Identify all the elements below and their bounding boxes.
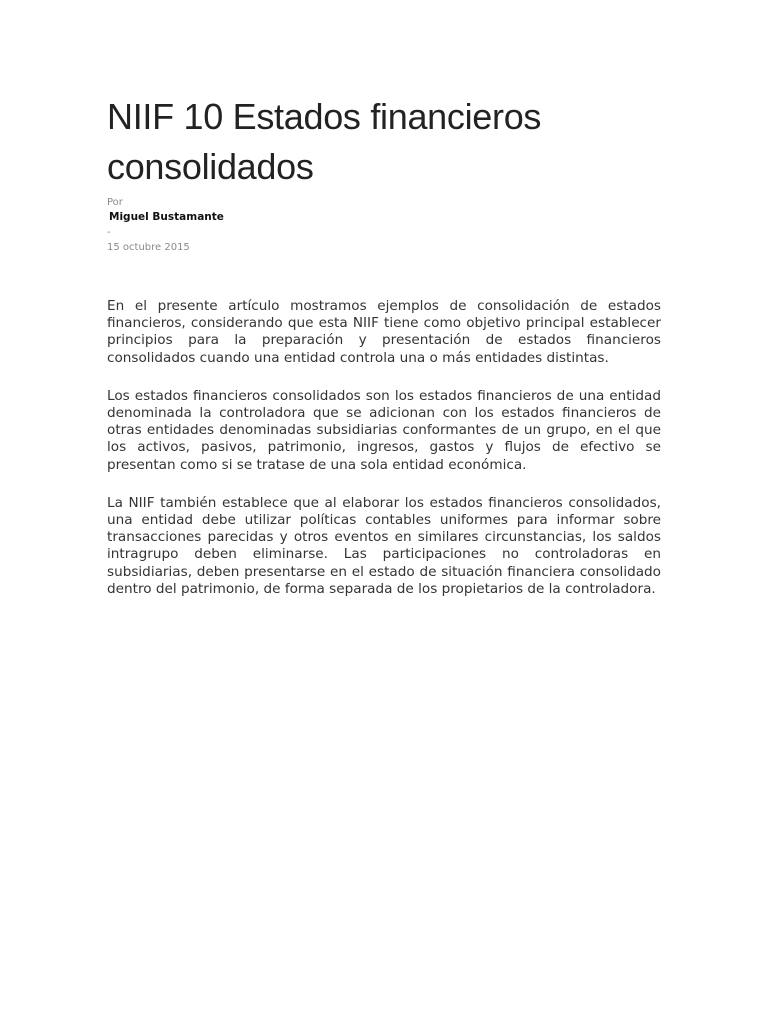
paragraph: En el presente artículo mostramos ejemplos de consolidación de estados financieros, considerando que esta NIIF tiene como objetivo principal establecer principios para la preparación y presentación de estados financieros consolidados cuando una entidad controla una o más entidades distintas.: [107, 298, 661, 366]
article-title: NIIF 10 Estados financieros consolidados: [107, 96, 542, 187]
paragraph: Los estados financieros consolidados son los estados financieros de una entidad denominada la controladora que se adicionan con los estados financieros de otras entidades denominadas subsidiarias conformantes de un grupo, en el que los activos, pasivos, patrimonio, ingresos, gastos y flujos de efectivo se presentan como si se tratase de una sola entidad económica.: [107, 387, 661, 473]
article-body: [107, 298, 661, 619]
by-label: Por: [107, 197, 123, 208]
meta-separator: -: [107, 227, 111, 238]
paragraph: La NIIF también establece que al elaborar los estados financieros consolidados, una entidad debe utilizar políticas contables uniformes para informar sobre transacciones parecidas y otros eventos en similares circunstancias, los saldos intragrupo deben eliminarse. Las participaciones no controladoras en subsidiarias, deben presentarse en el estado de situación financiera consolidado dentro del patrimonio, de forma separada de los propietarios de la controladora.: [107, 494, 661, 597]
author-link[interactable]: Miguel Bustamante: [109, 211, 224, 223]
publish-date: 15 octubre 2015: [107, 242, 190, 253]
article-meta: [107, 195, 224, 255]
